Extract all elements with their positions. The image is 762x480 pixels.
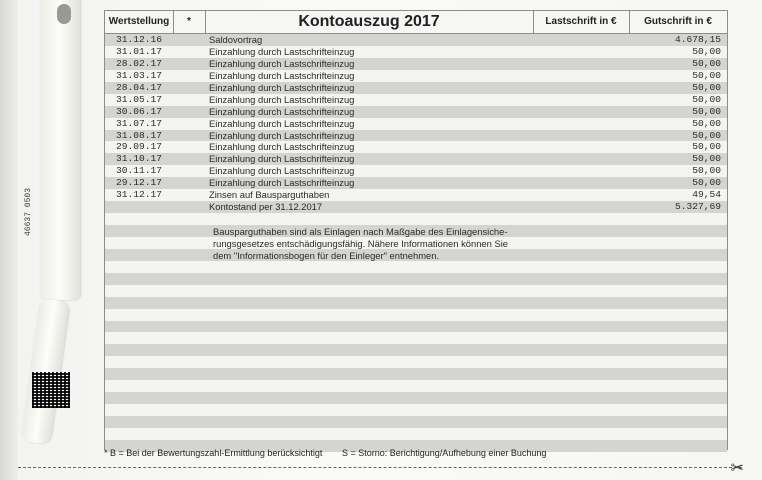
table-row [105,368,727,380]
table-row [105,309,727,321]
entry-credit: 50,00 [692,81,721,93]
table-row [105,404,727,416]
entry-credit: 50,00 [692,57,721,69]
table-row [105,297,727,309]
table-row [105,82,727,94]
table-row [105,70,727,82]
entry-date: 31.12.16 [115,34,163,45]
table-row [105,201,727,213]
entry-text: Einzahlung durch Lastschrifteinzug [209,153,355,165]
entry-credit: 50,00 [692,93,721,105]
header-credit: Gutschrift in € [644,16,712,27]
table-row [105,130,727,142]
table-row [105,46,727,58]
table-row [105,189,727,201]
table-row [105,165,727,177]
entry-text: Einzahlung durch Lastschrifteinzug [209,57,355,69]
entry-text: Einzahlung durch Lastschrifteinzug [209,129,355,141]
table-row [105,285,727,297]
entry-text: Saldovortrag [209,34,263,45]
entry-date: 28.02.17 [115,57,163,69]
entry-text: Kontostand per 31.12.2017 [209,201,323,213]
entry-text: Einzahlung durch Lastschrifteinzug [209,45,355,57]
table-row [105,141,727,153]
entry-credit: 50,00 [692,45,721,57]
entry-credit: 50,00 [692,117,721,129]
entry-credit: 50,00 [692,165,721,177]
table-row [105,392,727,404]
entry-credit: 4.678,15 [674,34,721,45]
entry-date: 28.04.17 [115,81,163,93]
entry-text: Einzahlung durch Lastschrifteinzug [209,69,355,81]
table-row [105,428,727,440]
binder-clip-top [40,0,80,300]
table-row [105,118,727,130]
entry-date: 29.09.17 [115,141,163,153]
entry-date: 31.08.17 [115,129,163,141]
entry-credit: 50,00 [692,153,721,165]
statement-table [104,10,728,450]
entry-credit: 50,00 [692,129,721,141]
entry-date: 31.03.17 [115,69,163,81]
table-row [105,58,727,70]
entry-credit: 50,00 [692,69,721,81]
entry-credit: 50,00 [692,105,721,117]
deposit-info [213,226,533,262]
entry-text: Einzahlung durch Lastschrifteinzug [209,81,355,93]
entry-date: 31.12.17 [115,189,163,201]
table-row [105,177,727,189]
entry-credit: 49,54 [692,189,721,201]
table-row [105,94,727,106]
entry-date: 30.06.17 [115,105,163,117]
scissors-icon: ✂ [730,460,744,477]
statement-title: Kontoauszug 2017 [298,13,440,30]
table-row [105,416,727,428]
header-date: Wertstellung [108,16,170,27]
entry-text: Zinsen auf Bausparguthaben [209,189,330,201]
table-row [105,273,727,285]
table-row [105,356,727,368]
entry-credit: 5.327,69 [674,201,721,213]
footer-note-b: * B = Bei der Bewertungszahl-Ermittlung berücksichtigt [104,448,323,458]
cut-line [18,467,742,468]
info-line: Bausparguthaben sind als Einlagen nach Maßgabe des Einlagensiche- [213,226,508,237]
entry-date: 29.12.17 [115,177,163,189]
binder-edge [0,0,18,480]
entry-text: Einzahlung durch Lastschrifteinzug [209,141,355,153]
footer-note-s: S = Storno: Berichtigung/Aufhebung einer Buchung [342,448,547,458]
table-row [105,321,727,333]
entry-date: 31.01.17 [115,45,163,57]
entry-date: 31.10.17 [115,153,163,165]
entry-text: Einzahlung durch Lastschrifteinzug [209,165,355,177]
document-id: 46637 0503 [24,187,33,236]
entry-text: Einzahlung durch Lastschrifteinzug [209,177,355,189]
table-row [105,261,727,273]
entry-date: 30.11.17 [115,165,163,177]
info-line: dem "Informationsbogen für den Einleger" entnehmen. [213,249,440,261]
table-row [105,153,727,165]
header-mark: * [187,16,191,27]
header-debit: Lastschrift in € [545,16,617,27]
entry-credit: 50,00 [692,141,721,153]
table-row [105,344,727,356]
table-row [105,380,727,392]
binder-hole [57,4,71,24]
barcode-icon [32,372,70,408]
info-line: rungsgesetzes entschädigungsfähig. Nähere Informationen können Sie [213,237,508,249]
entry-date: 31.05.17 [115,93,163,105]
table-row [105,213,727,225]
entry-text: Einzahlung durch Lastschrifteinzug [209,105,355,117]
table-row [105,106,727,118]
entry-text: Einzahlung durch Lastschrifteinzug [209,117,355,129]
entry-credit: 50,00 [692,177,721,189]
table-row [105,34,727,46]
table-row [105,332,727,344]
entry-date: 31.07.17 [115,117,163,129]
entry-text: Einzahlung durch Lastschrifteinzug [209,93,355,105]
